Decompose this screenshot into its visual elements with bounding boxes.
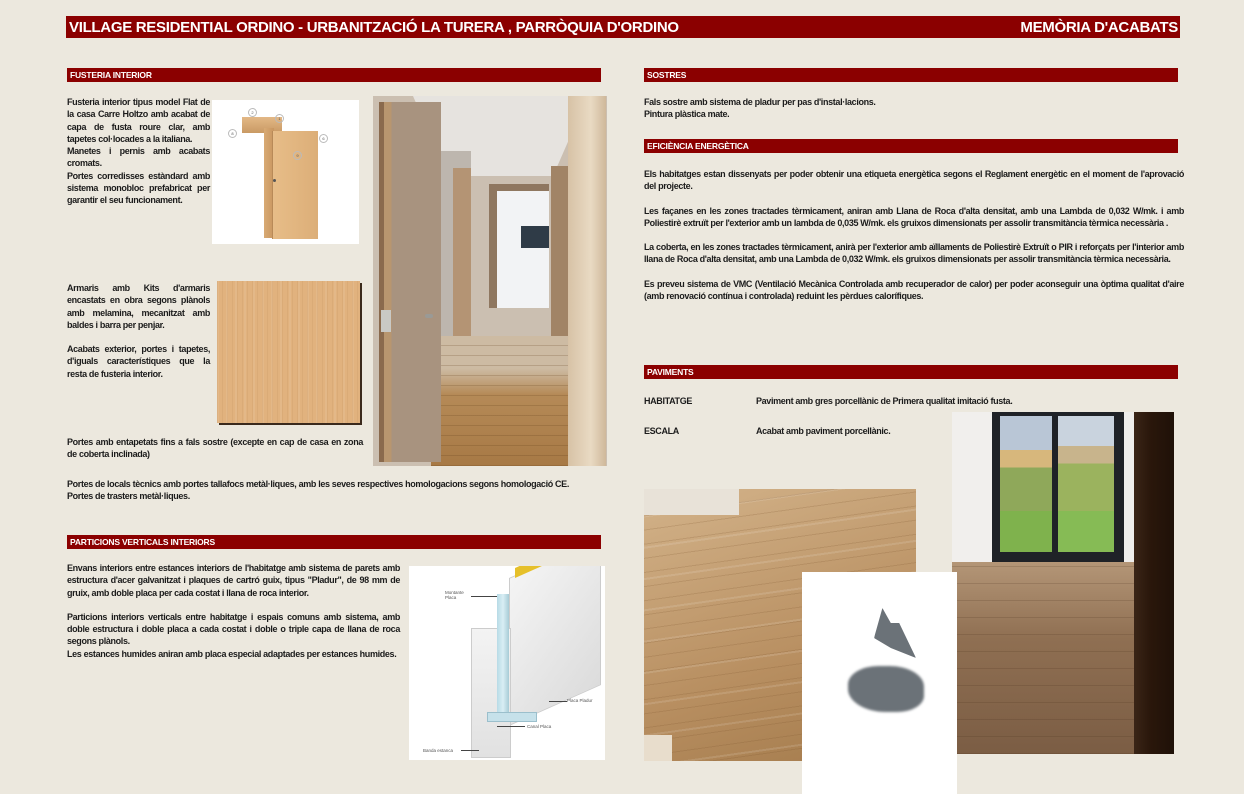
callout-marker: 2 <box>248 108 257 117</box>
room-window-pane <box>1000 416 1052 552</box>
eficiencia-paragraph: Es preveu sistema de VMC (Ventilació Mecànica Controlada amb recuperador de calor) per poder aconseguir una òptima qualitat d'aire (amb renovació contínua i controlada) reduint les pèrdues calorífiques. <box>644 278 1184 302</box>
wood-finish-swatch <box>217 281 360 423</box>
fusteria-text-block-2 <box>67 282 210 380</box>
door-hinge-icon <box>381 310 391 332</box>
paviment-value: Acabat amb paviment porcellànic. <box>756 426 891 436</box>
diagram-metal-stud <box>497 594 509 722</box>
door-handle-icon <box>273 179 276 182</box>
fusteria-paragraph: Armaris amb Kits d'armaris encastats en obra segons plànols amb melamina, mecanitzat amb baldes i barra per penjar. <box>67 283 210 330</box>
sostres-paragraph: Pintura plàstica mate. <box>644 109 730 120</box>
room-wall <box>952 412 992 562</box>
corridor-side-door <box>453 168 471 348</box>
particions-paragraph: Envans interiors entre estances interiors de l'habitatge amb sistema de parets amb estructura d'acer galvanitzat i plaques de cartró guix, tipus "Pladur", de 98 mm de gruix, amb doble placa per cada costat i llana de roca interior. <box>67 563 400 598</box>
paviment-value: Paviment amb gres porcellànic de Primera qualitat imitació fusta. <box>756 396 1013 406</box>
diagram-label: Banda estanca <box>423 748 454 753</box>
corridor-door-frame <box>568 96 606 466</box>
callout-marker: 6 <box>319 134 328 143</box>
callout-marker: 1 <box>275 114 284 123</box>
eficiencia-text-block <box>644 168 1184 302</box>
fusteria-paragraph: Acabats exterior, portes i tapetes, d'iguals característiques que la resta de fusteria interior. <box>67 344 210 379</box>
door-leaf <box>272 131 318 239</box>
room-door-frame <box>1134 412 1174 754</box>
document-title: VILLAGE RESIDENTIAL ORDINO - URBANITZACIÓ LA TURERA , PARRÒQUIA D'ORDINO <box>69 18 679 36</box>
section-heading-particions: PARTICIONS VERTICALS INTERIORS <box>67 535 601 549</box>
partition-wall-diagram <box>409 566 605 760</box>
fusteria-paragraph: Portes corredisses estàndard amb sistema monobloc prefabricat per garantir el seu funcionament. <box>67 170 210 206</box>
particions-paragraph: Les estances humides aniran amb placa especial adaptades per estances humides. <box>67 648 397 659</box>
room-window-pane <box>1058 416 1114 552</box>
sostres-text-block <box>644 96 1178 121</box>
door-product-image <box>212 100 359 244</box>
fusteria-paragraph: Portes de trasters metàl·liques. <box>67 491 190 502</box>
eficiencia-paragraph: Els habitatges estan dissenyats per poder obtenir una etiqueta energètica segons el Reglament energètic en el moment de l'aprovació del projecte. <box>644 169 1184 192</box>
fusteria-paragraph: Fusteria interior tipus model Flat de la casa Carre Holtzo amb acabat de capa de fusta roure clar, amb tapetes col·locades a la italiana. <box>67 97 210 144</box>
diagram-label: Montante Placa <box>445 590 464 600</box>
room-floor <box>952 562 1136 754</box>
diagram-label: Canal Placa <box>527 724 552 729</box>
paviment-label: ESCALA <box>644 426 679 436</box>
callout-marker: 9 <box>293 151 302 160</box>
section-heading-paviments: PAVIMENTS <box>644 365 1178 379</box>
image-artifact-shape <box>848 666 924 712</box>
section-heading-sostres: SOSTRES <box>644 68 1178 82</box>
corridor-kitchen-cabinet <box>521 226 549 248</box>
corridor-open-door <box>379 102 441 462</box>
sostres-paragraph: Fals sostre amb sistema de pladur per pas d'instal·lacions. <box>644 97 876 107</box>
callout-marker: 8 <box>228 129 237 138</box>
eficiencia-paragraph: Les façanes en les zones tractades tèrmicament, aniran amb Llana de Roca d'alta densitat, amb una Lambda de 0,032 W/mk. i amb Poliestirè extruït per l'exterior amb un lambda de 0,035 W/mk. els gruixos dimensionats per assolir transmitància tèrmica necessària . <box>644 205 1184 228</box>
section-heading-eficiencia: EFICIÈNCIA ENERGÈTICA <box>644 139 1178 153</box>
floor-skirting <box>644 735 672 761</box>
diagram-metal-track <box>487 712 537 722</box>
diagram-leader-line <box>471 596 497 597</box>
eficiencia-paragraph: La coberta, en les zones tractades tèrmicament, anirà per l'exterior amb aïllaments de Poliestirè Extruït o PIR i reforçats per l'interior amb llana de Roca d'alta densitat, amb una Lambda de 0,032 W/mk. els gruixos dimensionats per assolir transmitància tèrmica necessària. <box>644 242 1184 265</box>
diagram-leader-line <box>497 726 525 727</box>
corridor-kitchen-view <box>497 191 549 308</box>
section-heading-fusteria: FUSTERIA INTERIOR <box>67 68 601 82</box>
document-subtitle: MEMÒRIA D'ACABATS <box>1020 18 1178 36</box>
fusteria-paragraph: Portes de locals tècnics amb portes tallafocs metàl·liques, amb les seves respectives homologacions segons homologació CE. <box>67 479 569 489</box>
floor-skirting <box>644 489 739 515</box>
particions-text-block <box>67 562 400 660</box>
fusteria-paragraph: Portes amb entapetats fins a fals sostre (excepte en cap de casa en zona de coberta inclinada) <box>67 437 363 460</box>
fusteria-text-block-1 <box>67 96 210 207</box>
document-title-bar <box>66 16 1180 38</box>
image-artifact-shape <box>874 608 916 658</box>
door-handle-icon <box>425 314 433 318</box>
corridor-photo <box>373 96 607 466</box>
diagram-label: Placa Pladur <box>567 698 593 703</box>
diagram-leader-line <box>549 701 567 702</box>
paviment-label: HABITATGE <box>644 396 693 406</box>
fusteria-paragraph: Manetes i pernis amb acabats cromats. <box>67 146 210 169</box>
diagram-leader-line <box>461 750 479 751</box>
room-window-photo <box>952 412 1174 754</box>
particions-paragraph: Particions interiors verticals entre habitatge i espais comuns amb sistema, amb doble estructura i doble placa a cada costat i doble o triple capa de llana de roca segons plànols. <box>67 611 400 647</box>
fusteria-text-block-3 <box>67 478 607 503</box>
corridor-floor <box>431 336 571 466</box>
white-cutout-image <box>802 572 957 794</box>
